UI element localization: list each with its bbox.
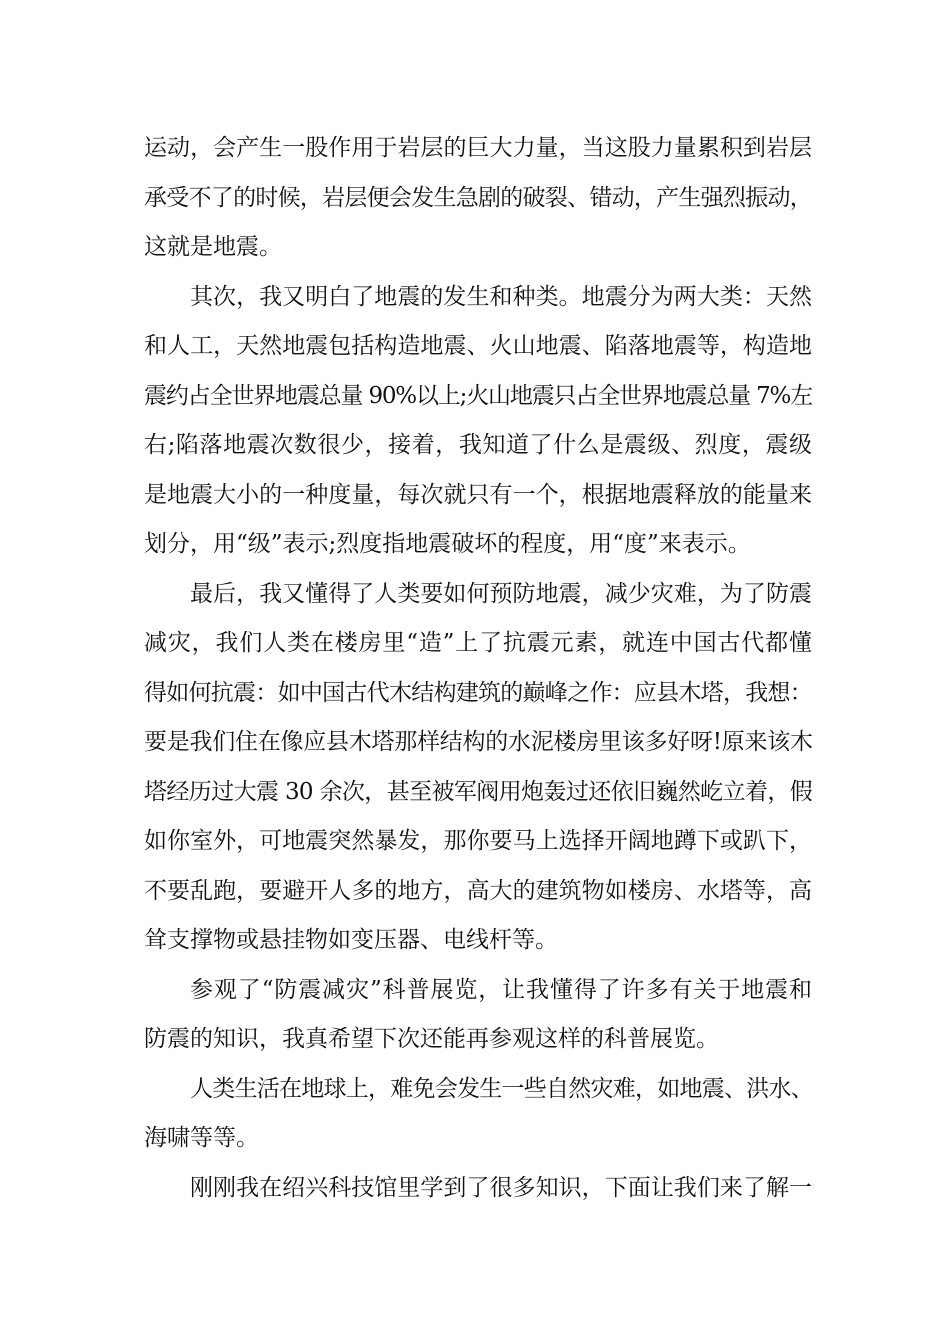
text-line: 刚刚我在绍兴科技馆里学到了很多知识，下面让我们来了解一 [190,1174,812,1201]
document-body [144,124,812,1213]
paragraph-6 [144,1164,812,1214]
text-line: 减灾，我们人类在楼房里“造”上了抗震元素，就连中国古代都懂 [144,630,812,656]
text-line: 最后，我又懂得了人类要如何预防地震，减少灾难，为了防震 [190,580,812,607]
text-line: 得如何抗震：如中国古代木结构建筑的巅峰之作：应县木塔，我想： [144,679,812,706]
paragraph-1 [144,124,812,273]
text-line: 是地震大小的一种度量，每次就只有一个，根据地震释放的能量来 [144,481,812,508]
paragraph-5 [144,1065,812,1164]
text-line: 其次，我又明白了地震的发生和种类。地震分为两大类：天然 [190,283,812,310]
text-line: 海啸等等。 [144,1125,259,1151]
text-line: 右;陷落地震次数很少，接着，我知道了什么是震级、烈度，震级 [144,432,812,458]
text-line: 震约占全世界地震总量 90%以上;火山地震只占全世界地震总量 7%左 [144,382,812,409]
text-line: 承受不了的时候，岩层便会发生急剧的破裂、错动，产生强烈振动， [144,184,812,211]
text-line: 耸支撑物或悬挂物如变压器、电线杆等。 [144,927,558,953]
paragraph-4 [144,966,812,1065]
text-line: 运动，会产生一股作用于岩层的巨大力量，当这股力量累积到岩层 [144,135,812,161]
text-line: 要是我们住在像应县木塔那样结构的水泥楼房里该多好呀!原来该木 [144,729,813,755]
text-line: 参观了“防震减灾”科普展览，让我懂得了许多有关于地震和 [190,976,812,1003]
text-line: 划分，用“级”表示;烈度指地震破坏的程度，用“度”来表示。 [144,531,751,557]
text-line: 和人工，天然地震包括构造地震、火山地震、陷落地震等，构造地 [144,333,812,359]
paragraph-2 [144,273,812,570]
paragraph-3 [144,570,812,966]
text-line: 不要乱跑，要避开人多的地方，高大的建筑物如楼房、水塔等，高 [144,877,812,904]
text-line: 塔经历过大震 30 余次，甚至被军阀用炮轰过还依旧巍然屹立着，假 [144,778,812,805]
text-line: 这就是地震。 [144,234,282,260]
text-line: 防震的知识，我真希望下次还能再参观这样的科普展览。 [144,1026,719,1052]
text-line: 如你室外，可地震突然暴发，那你要马上选择开阔地蹲下或趴下， [144,828,812,854]
text-line: 人类生活在地球上，难免会发生一些自然灾难，如地震、洪水、 [190,1075,813,1102]
